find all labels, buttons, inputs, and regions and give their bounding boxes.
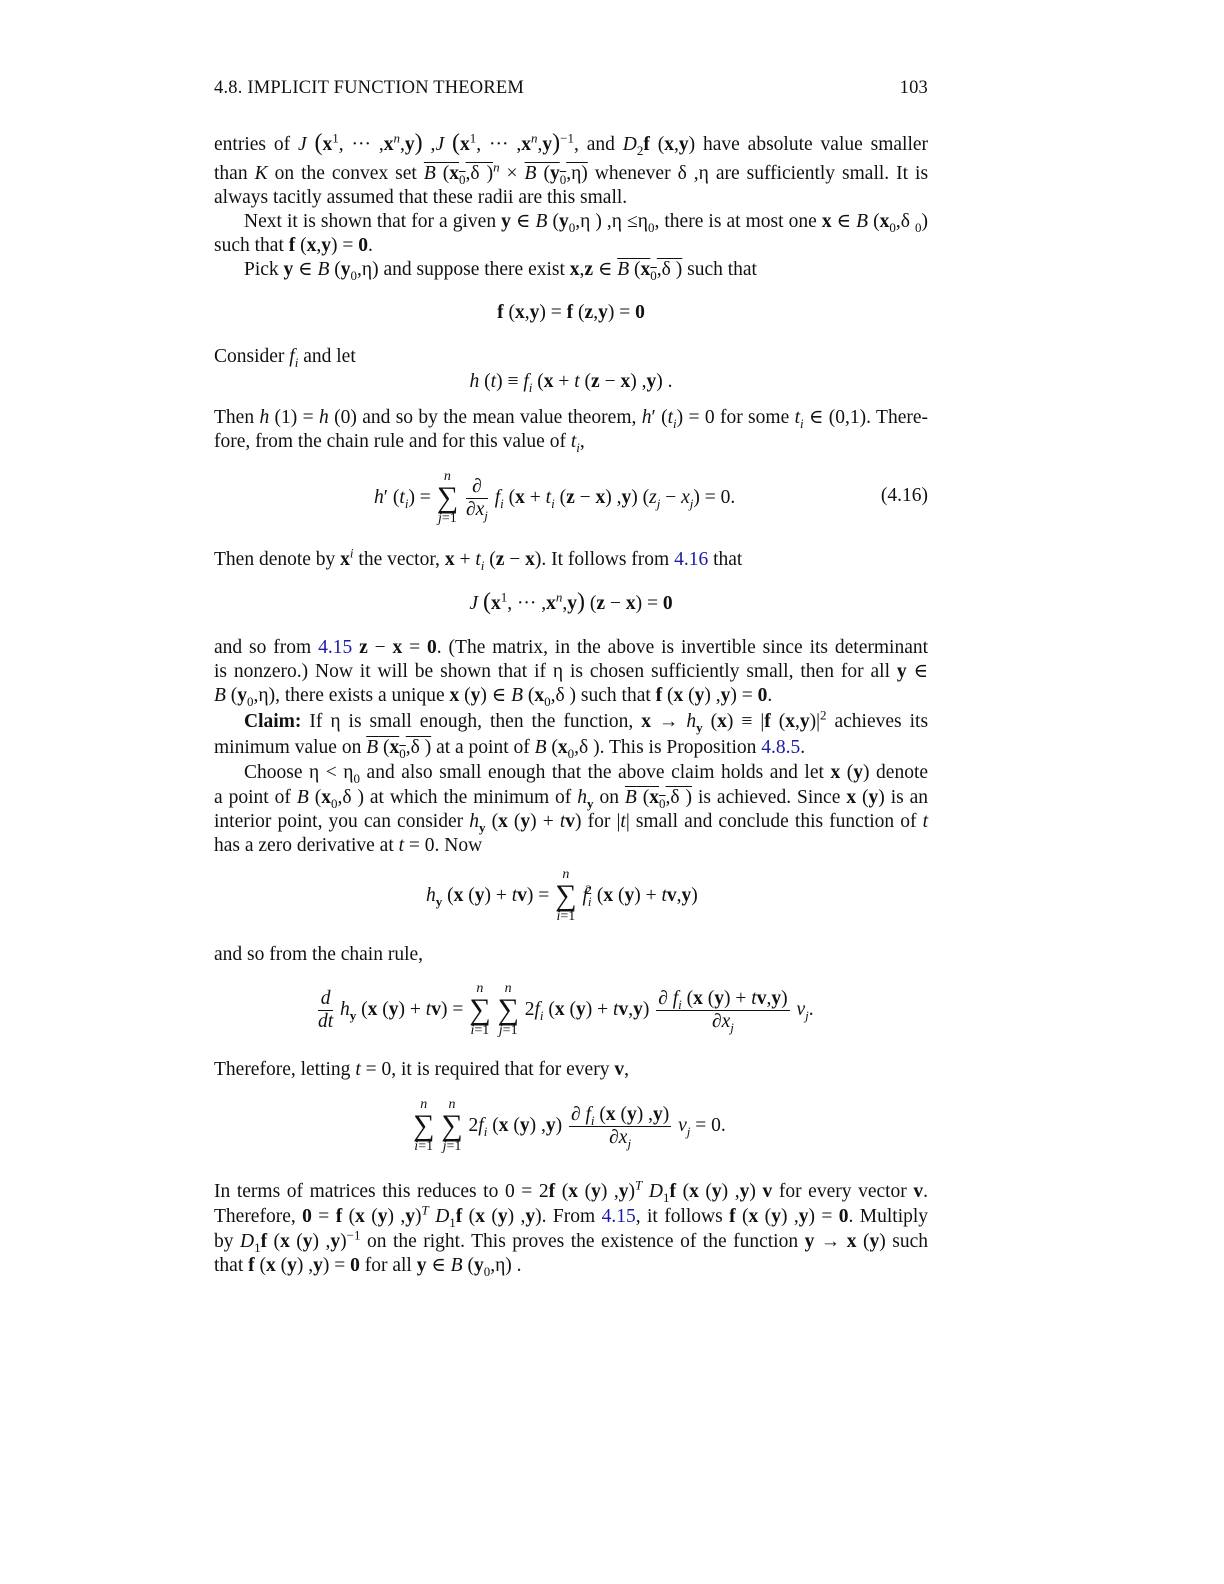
- running-header: 4.8. IMPLICIT FUNCTION THEOREM: [214, 78, 525, 98]
- text-line: and so from 4.15 z − x = 0. (The matrix, in the above is invertible since its determinant: [214, 637, 929, 658]
- text-line: that f (x (y) ,y) = 0 for all y ∈ B $(y_0,\eta)$ .: [214, 1255, 522, 1279]
- text-line: entries of J ($x^1$, ··· $,x^n,y$) ,J ($x^1$, ··· $,x^n,y)^{-1}$, and $D_2f$ (x,y) have absolute value smaller: [214, 130, 929, 158]
- text-line: minimum value on B ($x_0,\delta$ ) at a point of B ($x_0,\delta$ ). This is Proposition 4.8.5.: [214, 737, 806, 761]
- text-line: a point of B ($x_0,\delta$ ) at which the minimum of $h_y$ on B ($x_0,\delta$ ) is achieved. Since x (y) is an: [214, 787, 929, 811]
- text-line: Claim: If η is small enough, then the function, $x \to h_y$ (x) ≡ |f $(x,y)|^2$ achieves its: [244, 707, 929, 735]
- equation-link[interactable]: 4.15: [318, 637, 353, 658]
- text-line: such that f (x,y) = 0.: [214, 235, 373, 256]
- text-line: Therefore, 0 = f (x (y) ,y)$^T$ $D_1f$ (x (y) ,y). From 4.15, it follows f (x (y) ,y) = 0. Multiply: [214, 1202, 929, 1230]
- text-line: Choose $\eta < \eta_0$ and also small enough that the above claim holds and let x (y) denote: [244, 762, 929, 786]
- text-line: interior point, you can consider $h_y$ (x (y) + tv) for |t| small and conclude this function of t: [214, 811, 929, 835]
- text-line: by $D_1f$ (x (y) ,y)$^{-1}$ on the right. This proves the existence of the function y → x (y) such: [214, 1227, 929, 1255]
- equation-link[interactable]: 4.15: [601, 1206, 636, 1227]
- text-line: always tacitly assumed that these radii are this small.: [214, 187, 628, 208]
- text-line: In terms of matrices this reduces to 0 = 2f (x (y) ,y)$^T$ $D_1f$ (x (y) ,y) v for every vector v.: [214, 1177, 929, 1205]
- text-line: B $(y_0,\eta)$, there exists a unique x (y) ∈ B ($x_0,\delta$ ) such that f (x (y) ,y) = 0.: [214, 685, 773, 709]
- display-equation: J ($x^1$, ··· $,x^n,y$) (z − x) = 0: [469, 589, 673, 615]
- display-equation: h $(t) \equiv f_i$ (x + t (z − x) ,y) .: [469, 371, 673, 395]
- text-line: fore, from the chain rule and for this value of $t_i$,: [214, 431, 585, 455]
- equation-number: (4.16): [880, 485, 928, 506]
- display-equation: $h_y$ (x (y) + tv) = n ∑ i=1 $f_i^2$ (x (y) + tv,y): [426, 867, 698, 924]
- page-number: 103: [899, 78, 928, 98]
- display-equation: f (x,y) = f (z,y) = 0: [497, 302, 645, 323]
- text-line: Therefore, letting t = 0, it is required that for every v,: [214, 1059, 629, 1080]
- display-equation-4-16: h′ $(t_i) = n$ ∑ j=1 $\frac{\partial}{\partial x_j}$ $f_i$ ($x + t_i$ (z − x) ,y) $(z_j - x_j) = 0$. (4.16): [374, 469, 928, 526]
- text-line: and so from the chain rule,: [214, 944, 424, 965]
- text-line: Next it is shown that for a given y ∈ B ($y_0,\eta$ ) $,\eta \le\eta_0$, there is at most one x ∈ B ($x_0,\delta$ $_0$): [244, 211, 929, 235]
- display-equation: n ∑ i=1 n ∑ j=1 $2f_i$ (x (y) ,y) $\frac{\partial f_i (x (y) ,y)}{\partial x_j}$ $v_j = 0$.: [413, 1097, 726, 1154]
- text-line: Then h (1) = h (0) and so by the mean value theorem, h′ $(t_i) = 0$ for some $t_i$ ∈ (0,1). There-: [214, 407, 928, 431]
- text-line: Pick y ∈ B $(y_0,\eta)$ and suppose there exist x,z ∈ B ($x_0,\delta$ ) such that: [244, 259, 757, 283]
- text-line: has a zero derivative at t = 0. Now: [214, 835, 483, 856]
- text-line: Consider $f_i$ and let: [214, 346, 356, 370]
- text-line: is nonzero.) Now it will be shown that if η is chosen sufficiently small, then for all y ∈: [214, 661, 928, 682]
- text-line: than K on the convex set B ($x_0,\delta$ )$^n$ × B $(y_0,\eta)$ whenever δ ,η are sufficiently small. It is: [214, 159, 929, 187]
- proposition-link[interactable]: 4.8.5: [761, 737, 801, 758]
- equation-link[interactable]: 4.16: [674, 549, 709, 570]
- display-equation: $\frac{d}{dt}$ $h_y$ (x (y) + tv) = n ∑ i=1 n ∑ j=1 $2f_i$ (x (y) + tv,y) $\frac{\partial f_i (x (y) + tv,y)}{\partial x_j}$ $v_j$.: [318, 981, 814, 1038]
- text-line: Then denote by $x^i$ the vector, $x + t_i$ (z − x). It follows from 4.16 that: [214, 545, 743, 573]
